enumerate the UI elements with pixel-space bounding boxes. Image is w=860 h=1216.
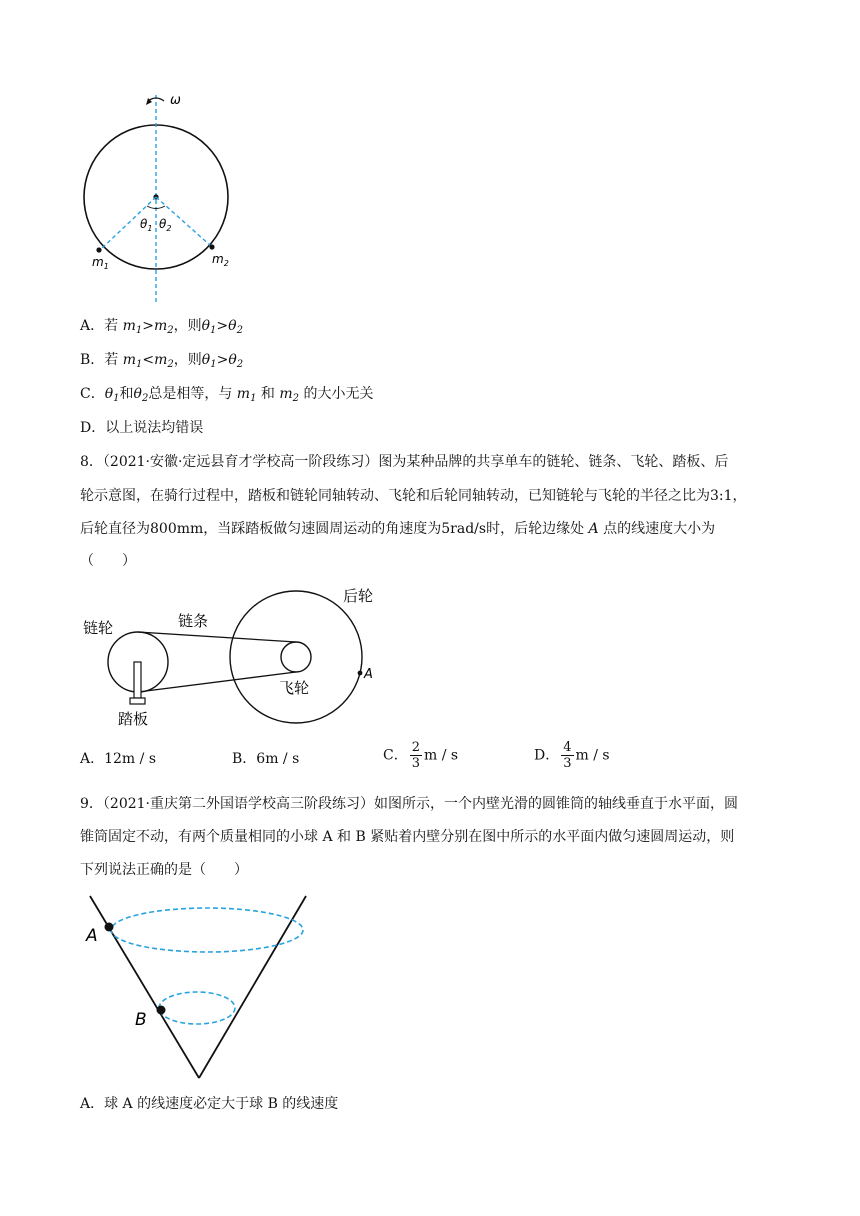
chain-label: 链条 bbox=[178, 612, 209, 630]
q8-stem-line3: 后轮直径为800mm，当踩踏板做匀速圆周运动的角速度为5rad/s时，后轮边缘处 A 点的线速度大小为 bbox=[80, 521, 716, 537]
mass-m1-dot bbox=[96, 247, 101, 252]
q8-stem-line1: 8．（2021·安徽·定远县育才学校高一阶段练习）图为某种品牌的共享单车的链轮、链条、飞轮、踏板、后 bbox=[80, 454, 729, 470]
q8-stem-line2: 轮示意图，在骑行过程中，踏板和链轮同轴转动、飞轮和后轮同轴转动，已知链轮与飞轮的半径之比为3:1， bbox=[80, 488, 747, 504]
q7-option-c: C．$\theta_1$和$\theta_2$总是相等，与 $m_1$ 和 $m_2$ 的大小无关 bbox=[80, 386, 374, 404]
q8-option-c: C． $\frac{2}{3}$ m / s bbox=[383, 740, 459, 771]
q9-stem-line3: 下列说法正确的是（ ） bbox=[80, 862, 248, 878]
point-a-label: A bbox=[364, 667, 373, 682]
pedal-label: 踏板 bbox=[118, 710, 149, 728]
cone-left-wall bbox=[90, 896, 199, 1078]
chain-lower bbox=[138, 672, 296, 692]
q9-stem-line2: 锥筒固定不动，有两个质量相同的小球 A 和 B 紧贴着内壁分别在图中所示的水平面内做匀速圆周运动，则 bbox=[80, 829, 735, 845]
q7-option-b: B．若 $m_1<m_2$，则$\theta_1>\theta_2$ bbox=[80, 352, 244, 370]
theta2-label: $\theta_2$ bbox=[159, 217, 172, 233]
rear-wheel-label: 后轮 bbox=[343, 587, 374, 605]
ball-b bbox=[157, 1006, 166, 1015]
pedal-block bbox=[130, 698, 145, 704]
point-a-dot bbox=[358, 671, 363, 676]
q8-option-b: B．6m / s bbox=[232, 751, 300, 767]
ball-a-label: A bbox=[86, 926, 98, 946]
flywheel-label: 飞轮 bbox=[279, 679, 310, 697]
m2-label: $m_2$ bbox=[212, 252, 229, 268]
ball-a bbox=[105, 923, 114, 932]
rear-wheel-circle bbox=[230, 591, 362, 723]
q8-option-d: D． $\frac{4}{3}$ m / s bbox=[534, 740, 610, 771]
orbit-a bbox=[111, 908, 303, 952]
circle-masses-figure bbox=[70, 85, 260, 305]
mass-m2-dot bbox=[209, 244, 214, 249]
theta1-label: $\theta_1$ bbox=[140, 217, 153, 233]
cone-right-wall bbox=[199, 896, 306, 1078]
orbit-b bbox=[159, 992, 235, 1024]
q9-option-a: A．球 A 的线速度必定大于球 B 的线速度 bbox=[80, 1096, 339, 1112]
q8-answer-blank: （ ） bbox=[80, 553, 136, 569]
q7-option-a: A．若 $m_1>m_2$，则$\theta_1>\theta_2$ bbox=[80, 318, 243, 336]
chain-upper bbox=[138, 632, 296, 642]
flywheel-circle bbox=[281, 642, 311, 672]
m1-label: $m_1$ bbox=[92, 255, 109, 271]
ball-b-label: B bbox=[135, 1010, 147, 1030]
omega-label: ω bbox=[170, 93, 181, 108]
bicycle-drive-figure bbox=[80, 580, 390, 730]
cone-figure bbox=[80, 892, 320, 1082]
q7-option-d: D．以上说法均错误 bbox=[80, 420, 204, 436]
q9-stem-line1: 9．（2021·重庆第二外国语学校高三阶段练习）如图所示，一个内壁光滑的圆锥筒的轴线垂直于水平面，圆 bbox=[80, 796, 738, 812]
q8-option-a: A．12m / s bbox=[80, 751, 157, 767]
chainring-label: 链轮 bbox=[83, 619, 114, 637]
pedal-crank bbox=[134, 662, 141, 698]
